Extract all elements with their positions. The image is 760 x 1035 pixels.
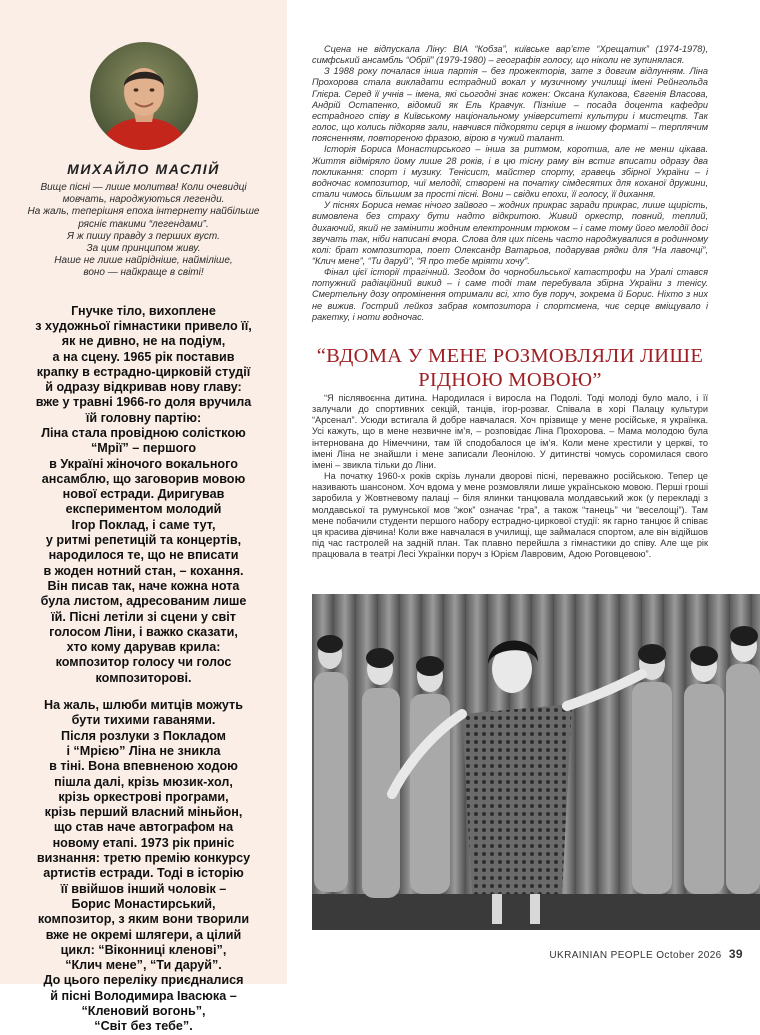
article-paragraph: У піснях Бориса немає нічого зайвого – жодних прикрас заради прикрас, лише щирість, вимовлена без страху бути надто відкритою. Живий оркестр, повний, теплий, дихаючий, який не замінити жодним електронним трюком – і саме тому його мелодії досі звучать так, ніби написані вчора. Слова для цих пісень часто народжувалися в родинному колі: брат композитора, поет Олександр Ватарьов, подарував рядки для “На лавочці”, “Клич мене”, “Ти даруй”, “Я про тебе мріяти хочу”. [312, 200, 708, 266]
poem-line: крапку в естрадно-цирковій студії [36, 364, 251, 379]
poem-line: новому етапі. 1973 рік приніс [52, 835, 235, 850]
epigraph-line: воно — найкраще в світі! [83, 267, 204, 279]
poem-line: що став наче автографом на [53, 820, 234, 835]
epigraph-line: мовчать, народжуються легенди. [62, 194, 225, 206]
poem-line: “Мрії” – першого [90, 441, 197, 456]
author-portrait-image [90, 42, 198, 150]
poem-line: “Світ без тебе”. [94, 1019, 193, 1034]
poem-line: в тіні. Вона впевненою ходою [49, 759, 238, 774]
page-footer [549, 947, 743, 961]
poem-line: вже у травні 1966-го доля вручила [35, 395, 252, 410]
poem-line: композиторові. [95, 670, 192, 685]
poem-stanza [18, 698, 269, 1035]
poem-line: Ігор Поклад, і саме тут, [71, 517, 216, 532]
ensemble-photo-image [312, 594, 760, 930]
poem-line: На жаль, шлюби митців можуть [44, 698, 243, 713]
poem-line: й одразу відкривав нову главу: [45, 380, 242, 395]
poem-line: Гнучке тіло, вихоплене [71, 303, 216, 318]
section-heading [312, 344, 708, 392]
section-heading-line: “ВДОМА У МЕНЕ РОЗМОВЛЯЛИ ЛИШЕ [316, 345, 704, 367]
poem-line: і “Мрією” Ліна не зникла [66, 743, 221, 758]
poem-line: їй головну партію: [85, 410, 202, 425]
poem-line: цикл: “Віконниці кленові”, [60, 942, 227, 957]
poem-line: “Клич мене”, “Ти даруй”. [65, 958, 222, 973]
article-paragraph: Історія Бориса Монастирського – інша за ритмом, коротша, але не менш цікава. Життя відміряло йому лише 28 років, і в цю тісну раму він встиг вписати одразу два покликання: спорт і музику. Тенісист, майстер спорту, гравець збірної України – і водночас композитор, чиї мелодії, створені на початку сімдесятих для коханої дружини, стали чимось більшим за прості пісні. Вони – свідки епохи, її голосу, її дихання. [312, 144, 708, 200]
poem-line: артистів естради. Тоді в історію [43, 866, 244, 881]
poem-line: хто кому дарував крила: [66, 640, 221, 655]
sidebar-poem [18, 304, 269, 1035]
poem-line: визнання: третю премію конкурсу [36, 851, 251, 866]
poem-line: народилося те, що не вписати [48, 548, 239, 563]
poem-line: композитор голосу чи голос [55, 655, 232, 670]
issue-date: October 2026 [656, 950, 722, 961]
author-name: МИХАЙЛО МАСЛІЙ [67, 161, 220, 177]
poem-line: нової естради. Диригував [62, 487, 225, 502]
poem-line: крізь оркестрові програми, [58, 789, 229, 804]
article-top-text [312, 44, 708, 323]
poem-line: До цього переліку приєдналися [43, 973, 244, 988]
epigraph-line: Я ж пишу правду з перших вуст. [67, 230, 220, 242]
poem-line: Він писав так, наче кожна нота [47, 578, 240, 593]
section-heading-line: РІДНОЮ МОВОЮ” [418, 369, 602, 391]
author-avatar [90, 42, 198, 150]
poem-line: крізь перший власний міньйон, [44, 805, 243, 820]
poem-line: експериментом молодий [65, 502, 222, 517]
epigraph [18, 182, 269, 280]
article-story-text [312, 393, 708, 560]
poem-line: як не дивно, не на подіум, [61, 334, 226, 349]
epigraph-line: На жаль, теперішня епоха інтернету найбільше [27, 206, 260, 218]
article-paragraph: На початку 1960-х років скрізь лунали дворові пісні, переважно російською. Тепер це називають шансоном. Хоч вдома у мене розмовляли лише українською мовою. Перші гроші заробила у Жовтневому палаці – біля ялинки танцювала молдавський жок (у перекладі з молдавської та румунської мов “жок” означає “гра”, а також “танець” чи “веселощі”). Там мене побачили студенти першого набору естрадно-циркової студії: як гарно танцює й співає ця красива дівчина! Коли вже навчалася в училищі, ще займалася спортом, але він відійшов під час гастролей на задній план. Так плавно перейшла з гімнастики до співу. Але ще рік працювала в театрі Лесі Українки поруч з Юрієм Лавровим, Адою Роговцевою”. [312, 471, 708, 560]
poem-line: вже не окремі шлягери, а цілий [45, 927, 242, 942]
poem-line: у ритмі репетицій та концертів, [45, 533, 242, 548]
page-number: 39 [728, 947, 743, 961]
poem-line: з художньої гімнастики привело її, [35, 318, 252, 333]
epigraph-line: Вище пісні — лише молитва! Коли очевидці [40, 182, 247, 193]
epigraph-line: рясніє такими “легендами”. [78, 218, 209, 230]
poem-line: була листом, адресованим лише [40, 594, 247, 609]
ensemble-photo [312, 594, 760, 930]
article-paragraph: “Я післявоєнна дитина. Народилася і виросла на Подолі. Тоді молоді було мало, і її залучали до спортивних секцій, танців, ігор-розваг. Співала в хорі Палацу культури “Арсенал”. Усюди встигала й добре навчалася. Хоч прізвище у мене російське, я українка. Усі кажуть, що в мене незвичне ім’я, – розповідає Ліна Прохорова. – Мама молодою була інтернована до Німеччини, там їй сподобалося це ім’я. Коли мене хрестили у церкві, то імені Ліна не знайшли і мене записали Леонілою. У дитинстві чомусь соромилася свого імені – звикла тільки до Ліни. [312, 393, 708, 470]
poem-line: бути тихими гаванями. [71, 713, 216, 728]
article-paragraph: Сцена не відпускала Ліну: ВІА “Кобза”, київське вар’єте “Хрещатик” (1974-1978), симфський ансамбль “Обрії” (1979-1980) – географія голосу, що ніколи не зупинялася. [312, 44, 708, 66]
poem-line: голосом Ліни, і важко сказати, [49, 624, 238, 639]
epigraph-line: За цим принципом живу. [86, 243, 201, 255]
poem-line: а на сцену. 1965 рік поставив [52, 349, 235, 364]
poem-line: ансамблю, що заговорив мовою [41, 471, 246, 486]
poem-line: “Кленовий вогонь”, [81, 1003, 206, 1018]
magazine-name: UKRAINIAN PEOPLE [549, 950, 654, 961]
poem-line: її ввійшов інший чоловік – [60, 881, 227, 896]
article-paragraph: З 1988 року почалася інша партія – без прожекторів, зате з довгим відлунням. Ліна Прохорова стала викладати естрадний вокал у музичному училищі імені Рейнгольда Глієра. Серед її учнів – імена, які сьогодні знає кожен: Оксана Кулакова, Євгенія Власова, Андрій Остапенко, відомий як Ель Кравчук. Пізніше – посада доцента кафедри естрадного співу в Київському національному університеті культури і мистецтв. Так голос, що колись підкоряв зали, навчився підкоряти серця в іншому форматі – терплячим поясненням, повтореною фразою, вірою в чужий талант. [312, 66, 708, 144]
poem-line: пішла далі, крізь мюзик-хол, [54, 774, 233, 789]
article-paragraph: Фінал цієї історії трагічний. Згодом до чорнобильської катастрофи на Уралі стався потужний радіаційний викид – і саме тоді там перебувала збірна України з тенісу. Смертельну дозу опромінення отримали всі, хто був поруч, зокрема й Борис. Ніхто з них не вижив. Гострий лейкоз забрав композитора і спортсмена, чиє серце вміщувало і ракетку, і ноти водночас. [312, 267, 708, 322]
poem-line: Ліна стала провідною солісткою [41, 426, 246, 440]
poem-line: їй. Пісні летіли зі сцени у світ [51, 609, 236, 624]
poem-line: Борис Монастирський, [71, 896, 216, 911]
poem-line: в Україні жіночого вокального [49, 456, 238, 471]
poem-line: й пісні Володимира Івасюка – [50, 988, 237, 1003]
epigraph-line: Наше не лише найрідніше, найміліше, [54, 255, 233, 267]
poem-stanza [18, 304, 269, 686]
author-sidebar [0, 0, 287, 1034]
poem-line: в жоден нотний стан, – кохання. [43, 563, 244, 578]
poem-line: Після розлуки з Покладом [61, 728, 226, 743]
poem-line: композитор, з яким вони творили [37, 912, 250, 927]
